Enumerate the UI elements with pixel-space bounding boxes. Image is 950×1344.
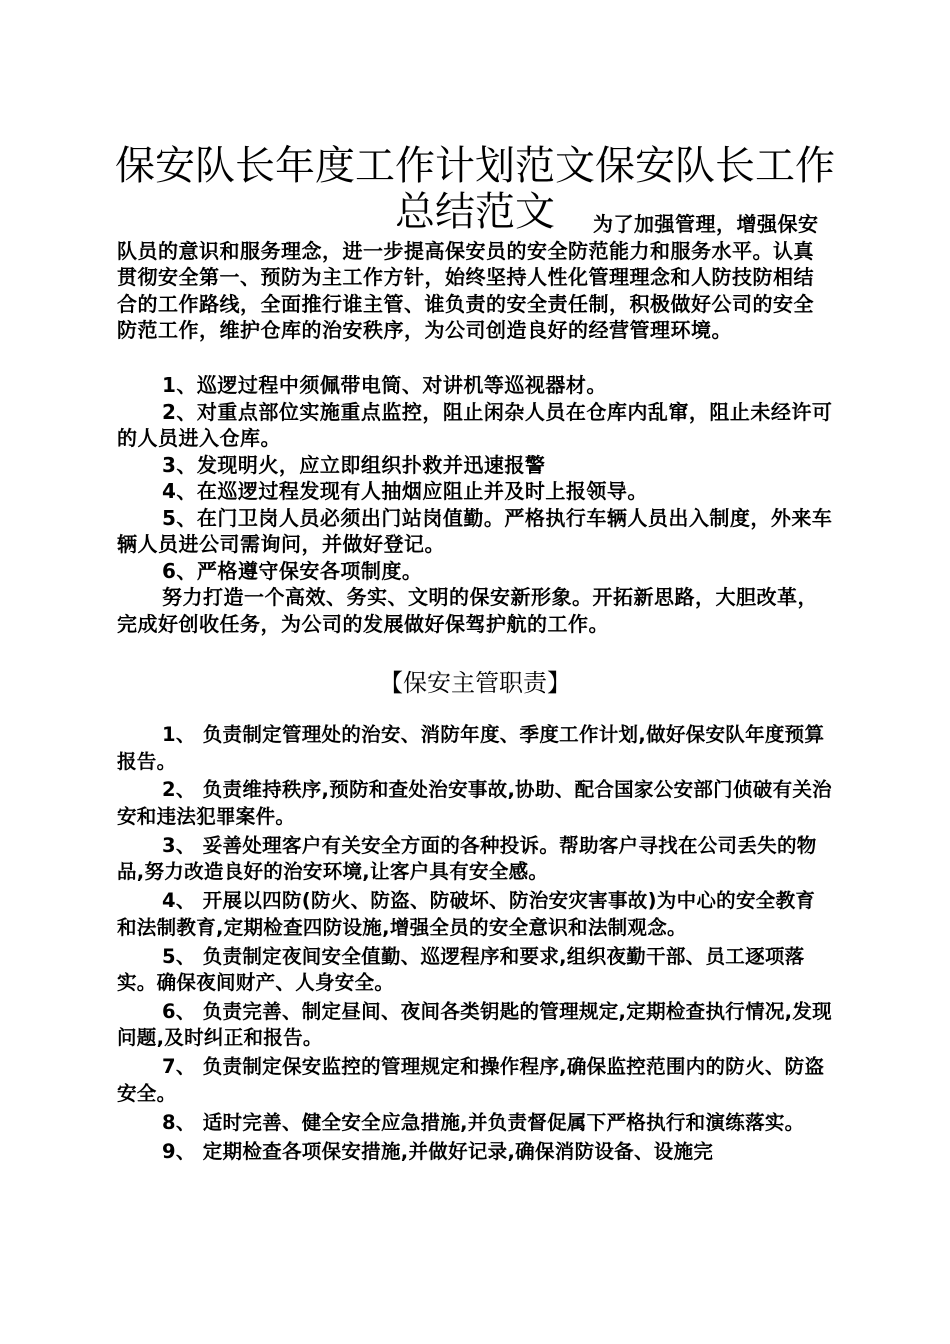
list-item: 1、巡逻过程中须佩带电筒、对讲机等巡视器材。 <box>162 373 607 397</box>
list-item: 4、在巡逻过程发现有人抽烟应阻止并及时上报领导。 <box>162 479 648 503</box>
list-item: 3、发现明火，应立即组织扑救并迅速报警 <box>162 452 546 477</box>
document-title: 保安队长年度工作计划范文保安队长工作总结范文 <box>115 142 835 235</box>
list-item: 2、对重点部位实施重点监控，阻止闲杂人员在仓库内乱窜，阻止未经许可的人员进入仓库。 <box>117 399 833 450</box>
section-heading: 【保安主管职责】 <box>379 669 571 697</box>
closing-paragraph: 努力打造一个高效、务实、文明的保安新形象。开拓新思路，大胆改革，完成好创收任务，为公司的发展做好保驾护航的工作。 <box>117 585 818 636</box>
duties-list <box>117 722 833 1168</box>
list-item: 8、 适时完善、健全安全应急措施,并负责督促属下严格执行和演练落实。 <box>162 1110 805 1134</box>
list-item: 6、严格遵守保安各项制度。 <box>162 558 423 583</box>
list-item: 2、 负责维持秩序,预防和查处治安事故,协助、配合国家公安部门侦破有关治安和违法犯罪案件。 <box>117 778 832 828</box>
intro-paragraph: 为了加强管理，增强保安队员的意识和服务理念，进一步提高保安员的安全防范能力和服务水平。认真贯彻安全第一、预防为主工作方针，始终坚持人性化管理理念和人防技防相结合的工作路线，全面推行谁主管、谁负责的安全责任制，积极做好公司的安全 防范工作，维护仓库的治安秩序，为公司创造良好的经营管理环境。 <box>117 212 819 342</box>
list-item: 5、 负责制定夜间安全值勤、巡逻程序和要求,组织夜勤干部、员工逐项落实。确保夜间财产、人身安全。 <box>117 944 805 995</box>
list-item: 7、 负责制定保安监控的管理规定和操作程序,确保监控范围内的防火、防盗安全。 <box>117 1055 825 1105</box>
list-item: 4、 开展以四防(防火、防盗、防破坏、防治安灾害事故)为中心的安全教育和法制教育,定期检查四防设施,增强全员的安全意识和法制观念。 <box>117 889 816 939</box>
list-item: 3、 妥善处理客户有关安全方面的各种投诉。帮助客户寻找在公司丢失的物品,努力改造良好的治安环境,让客户具有安全感。 <box>117 833 817 884</box>
list-item: 5、在门卫岗人员必须出门站岗值勤。严格执行车辆人员出入制度，外来车辆人员进公司需询问，并做好登记。 <box>117 505 833 556</box>
measures-list <box>117 372 833 637</box>
list-item: 1、 负责制定管理处的治安、消防年度、季度工作计划,做好保安队年度预算报告。 <box>117 723 825 773</box>
list-item: 9、 定期检查各项保安措施,并做好记录,确保消防设备、设施完 <box>162 1139 714 1163</box>
list-item: 6、 负责完善、制定昼间、夜间各类钥匙的管理规定,定期检查执行情况,发现问题,及时纠正和报告。 <box>117 999 832 1050</box>
